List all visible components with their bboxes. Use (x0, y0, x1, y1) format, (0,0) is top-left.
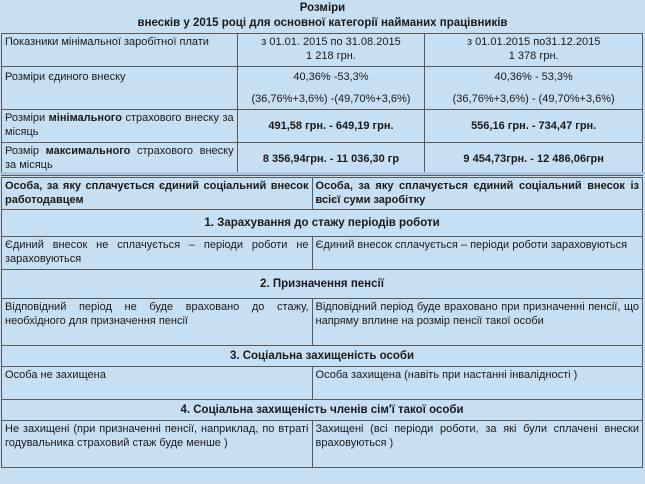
employer-paid-cell: Відповідний період не буде враховано до стажу, необхідного для призначення пенсії (2, 299, 313, 346)
rate-range: 40,36% -53,3% (293, 71, 369, 83)
self-paid-header: Особа, за яку сплачується єдиний соціальний внесок із всієї суми заробітку (312, 178, 642, 210)
table-row (2, 110, 643, 143)
self-paid-cell: Особа захищена (навіть при настанні інвалідності ) (312, 367, 642, 400)
employer-paid-cell: Особа не захищена (2, 367, 313, 400)
table-row (2, 367, 643, 400)
period-1-dates: з 01.01. 2015 по 31.08.2015 (261, 36, 401, 48)
rate-breakdown: (36,76%+3,6%) - (49,70%+3,6%) (452, 93, 615, 105)
page-title (0, 1, 645, 31)
rates-header-label: Показники мінімальної заробітної плати (2, 34, 238, 67)
employer-paid-header: Особа, за яку сплачується єдиний соціальний внесок работодавцем (2, 178, 313, 210)
row-label: Розміри єдиного внеску (2, 67, 238, 110)
period-2-dates: з 01.01.2015 по31.12.2015 (466, 36, 601, 48)
section-heading: 1. Зарахування до стажу періодів роботи (2, 210, 643, 237)
rate-range: 40,36% - 53,3% (494, 71, 573, 83)
cell-period-1: 491,58 грн. - 649,19 грн. (237, 110, 425, 143)
employer-paid-cell: Не захищені (при призначенні пенсії, наприклад, по втраті годувальника страховий стаж буде менше ) (2, 421, 313, 468)
section-heading: 3. Соціальна захищеність особи (2, 346, 643, 367)
self-paid-cell: Захищені (всі періоди роботи, за які були сплачені внески враховуються ) (312, 421, 642, 468)
rates-header-row (2, 34, 643, 67)
period-2-min-wage: 1 378 грн. (508, 50, 559, 62)
table-row (2, 421, 643, 468)
section-heading: 2. Призначення пенсії (2, 270, 643, 299)
table-row (2, 143, 643, 176)
label-text: страхового внеску за місяць (5, 112, 234, 138)
title-line-2: внесків у 2015 році для основної категорії найманих працівників (137, 17, 508, 29)
label-text: Розмір (5, 145, 46, 157)
employer-paid-cell: Єдиний внесок не сплачується – періоди роботи не зараховуються (2, 237, 313, 270)
label-text: страхового внеску за місяць (5, 145, 234, 171)
row-label (2, 110, 238, 143)
comparison-table (1, 177, 643, 468)
divider (0, 172, 645, 175)
table-row (2, 299, 643, 346)
period-1-header (237, 34, 425, 67)
label-emphasis: мінімального (48, 112, 122, 124)
rate-breakdown: (36,76%+3,6%) -(49,70%+3,6%) (251, 93, 411, 105)
period-2-header (425, 34, 643, 67)
self-paid-cell: Відповідний період буде враховано при призначенні пенсії, що напряму вплине на розмір пенсії такої особи (312, 299, 642, 346)
cell-period-2: 556,16 грн. - 734,47 грн. (425, 110, 643, 143)
rates-table (1, 33, 643, 176)
cell-period-1: 8 356,94грн. - 11 036,30 гр (237, 143, 425, 176)
label-text: Розміри (5, 112, 49, 124)
label-emphasis: максимального (45, 145, 131, 157)
table-row (2, 67, 643, 110)
cell-period-2: 9 454,73грн. - 12 486,06грн (425, 143, 643, 176)
comparison-header-row (2, 178, 643, 210)
title-line-1: Розміри (299, 2, 346, 14)
cell-period-1 (237, 67, 425, 110)
self-paid-cell: Єдиний внесок сплачується – періоди роботи зараховуються (312, 237, 642, 270)
table-row (2, 237, 643, 270)
cell-period-2 (425, 67, 643, 110)
section-heading: 4. Соціальна захищеність членів сім'ї такої особи (2, 400, 643, 421)
period-1-min-wage: 1 218 грн. (306, 50, 356, 62)
row-label (2, 143, 238, 176)
